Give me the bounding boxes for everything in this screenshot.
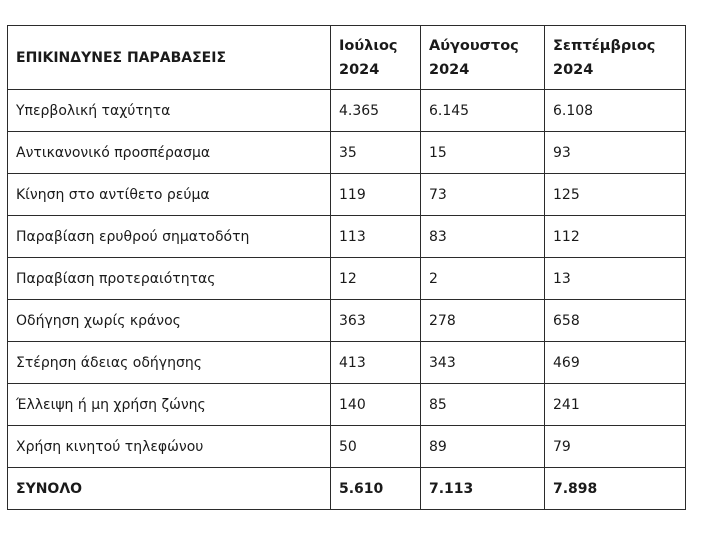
value-cell-july: 113: [331, 216, 421, 258]
value-cell-july: 35: [331, 132, 421, 174]
value-cell-july: 50: [331, 426, 421, 468]
value-cell-september: 125: [545, 174, 686, 216]
row-label-cell: Αντικανονικό προσπέρασμα: [8, 132, 331, 174]
value-cell-july: 4.365: [331, 90, 421, 132]
table-row: [8, 384, 686, 426]
header-month-year: 2024: [339, 61, 380, 78]
value-cell-july: 140: [331, 384, 421, 426]
row-label-cell: Χρήση κινητού τηλεφώνου: [8, 426, 331, 468]
table-row: [8, 174, 686, 216]
header-month-name: Σεπτέμβριος: [553, 37, 656, 54]
value-cell-september: 6.108: [545, 90, 686, 132]
header-label-cell: ΕΠΙΚΙΝΔΥΝΕΣ ΠΑΡΑΒΑΣΕΙΣ: [8, 26, 331, 90]
value-cell-august: 6.145: [421, 90, 545, 132]
value-cell-august: 73: [421, 174, 545, 216]
table-row: [8, 300, 686, 342]
total-value-august: 7.113: [421, 468, 545, 510]
value-cell-september: 469: [545, 342, 686, 384]
table-row: [8, 90, 686, 132]
value-cell-july: 12: [331, 258, 421, 300]
row-label-cell: Οδήγηση χωρίς κράνος: [8, 300, 331, 342]
row-label-cell: Παραβίαση ερυθρού σηματοδότη: [8, 216, 331, 258]
total-value-september: 7.898: [545, 468, 686, 510]
header-month-july: [331, 26, 421, 90]
header-month-name: Ιούλιος: [339, 37, 398, 54]
value-cell-august: 89: [421, 426, 545, 468]
table-row: [8, 132, 686, 174]
value-cell-september: 112: [545, 216, 686, 258]
value-cell-july: 363: [331, 300, 421, 342]
header-month-august: [421, 26, 545, 90]
row-label-cell: Έλλειψη ή μη χρήση ζώνης: [8, 384, 331, 426]
total-label-cell: ΣΥΝΟΛΟ: [8, 468, 331, 510]
value-cell-september: 658: [545, 300, 686, 342]
value-cell-september: 241: [545, 384, 686, 426]
header-month-september: [545, 26, 686, 90]
value-cell-august: 2: [421, 258, 545, 300]
table-row: [8, 258, 686, 300]
value-cell-august: 278: [421, 300, 545, 342]
row-label-cell: Στέρηση άδειας οδήγησης: [8, 342, 331, 384]
value-cell-august: 343: [421, 342, 545, 384]
row-label-cell: Υπερβολική ταχύτητα: [8, 90, 331, 132]
header-month-year: 2024: [553, 61, 594, 78]
row-label-cell: Παραβίαση προτεραιότητας: [8, 258, 331, 300]
value-cell-july: 413: [331, 342, 421, 384]
table-row: [8, 426, 686, 468]
value-cell-july: 119: [331, 174, 421, 216]
header-month-year: 2024: [429, 61, 470, 78]
total-value-july: 5.610: [331, 468, 421, 510]
total-row: [8, 468, 686, 510]
value-cell-september: 79: [545, 426, 686, 468]
row-label-cell: Κίνηση στο αντίθετο ρεύμα: [8, 174, 331, 216]
table-header-row: [8, 26, 686, 90]
header-month-name: Αύγουστος: [429, 37, 519, 54]
value-cell-august: 83: [421, 216, 545, 258]
value-cell-september: 93: [545, 132, 686, 174]
table-row: [8, 216, 686, 258]
value-cell-august: 85: [421, 384, 545, 426]
violations-table: [7, 25, 686, 510]
value-cell-august: 15: [421, 132, 545, 174]
value-cell-september: 13: [545, 258, 686, 300]
table-row: [8, 342, 686, 384]
